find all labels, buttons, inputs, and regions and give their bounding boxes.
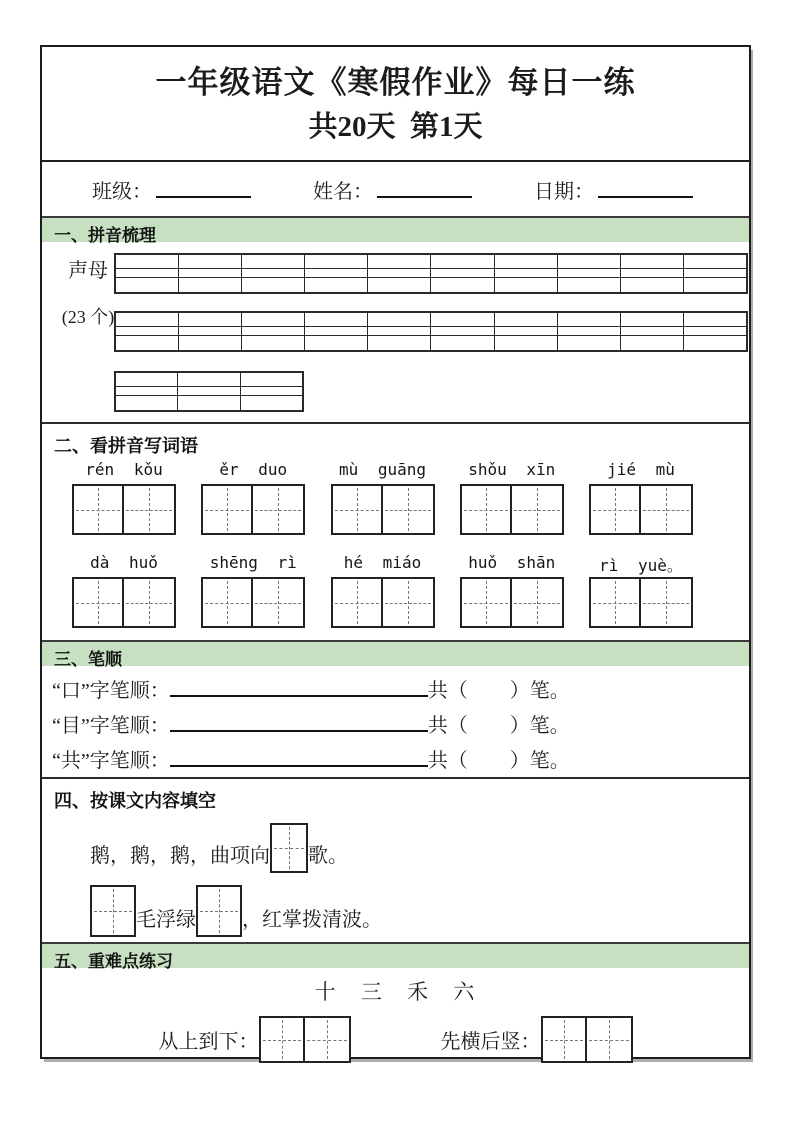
tianzige-pair [460, 484, 564, 535]
word-group [201, 553, 305, 628]
pinyin-grid-cell [368, 269, 431, 278]
tianzige-box [587, 1016, 633, 1063]
kewen-line2-after: ，红掌拨清波。 [242, 909, 382, 931]
stroke-order-blank-line [170, 726, 428, 732]
pinyin-grid-cell [621, 312, 684, 327]
pinyin-grid-cell [240, 396, 303, 412]
pinyin-grid-cell [240, 387, 303, 396]
tianzige-box [253, 577, 305, 628]
section-heading-kewen [42, 777, 749, 813]
pinyin-grid-cell [178, 387, 241, 396]
pinyin-label: hé miáo [343, 553, 422, 572]
student-field-label: 日期： [534, 180, 594, 203]
pinyin-grid-cell [368, 254, 431, 269]
pinyin-grid-cell [241, 254, 304, 269]
pinyin-grid-cell [115, 372, 178, 387]
pinyin-grid-cell [684, 269, 747, 278]
pinyin-grid-cell [240, 372, 303, 387]
student-info-row [42, 162, 749, 216]
pinyin-grid-cell [431, 269, 494, 278]
pinyin-grid-cell [557, 327, 620, 336]
fill-in-blank-line [156, 178, 251, 198]
section-heading-bishun [42, 640, 749, 669]
stroke-task [159, 1016, 351, 1063]
bishun-tail-left: 共（ [427, 680, 468, 702]
tianzige-box [460, 484, 512, 535]
pinyin-grid-cell [368, 327, 431, 336]
shengmu-label [52, 250, 124, 329]
student-field [534, 175, 693, 204]
page-subtitle: 共20天 第1天 [308, 111, 483, 143]
pinyin-grid-cell [684, 254, 747, 269]
pinyin-grid-cell [241, 312, 304, 327]
stroke-task-label: 从上到下： [158, 1031, 259, 1053]
pinyin-grid-cell [494, 269, 557, 278]
pinyin-grids [114, 253, 741, 412]
pinyin-label: dà huǒ [90, 553, 158, 572]
tianzige-box [383, 577, 435, 628]
pinyin-grid-cell [557, 269, 620, 278]
pinyin-grid-cell [431, 278, 494, 294]
pinyin-grid-cell [494, 336, 557, 352]
pinyin-grid-cell [178, 336, 241, 352]
pinyin-writing-grid [114, 371, 304, 412]
tianzige-box [383, 484, 435, 535]
tianzige-pair [201, 577, 305, 628]
pinyin-grid-cell [305, 269, 368, 278]
answer-box [196, 885, 242, 937]
stroke-task [441, 1016, 633, 1063]
word-group [72, 553, 176, 628]
pinyin-grid-cell [494, 312, 557, 327]
section-heading-kewen-label: 四、按课文内容填空 [54, 791, 216, 811]
pinyin-grid-cell [557, 336, 620, 352]
pinyin-grid-cell [557, 254, 620, 269]
pinyin-grid-cell [115, 396, 178, 412]
page-title: 一年级语文《寒假作业》每日一练 [155, 65, 636, 100]
bishun-row [42, 703, 749, 738]
tianzige-box [253, 484, 305, 535]
pinyin-grid-cell [115, 336, 178, 352]
tianzige-box [641, 577, 693, 628]
zhongnandian-section-body [42, 968, 749, 1069]
pinyin-grid-cell [178, 327, 241, 336]
pinyin-grid-cell [621, 336, 684, 352]
pinyin-label: mù guāng [338, 460, 427, 479]
section-heading-words-label: 二、看拼音写词语 [54, 436, 198, 456]
section-heading-zhongnandian [42, 942, 749, 971]
tianzige-pair [589, 484, 693, 535]
pinyin-grid-cell [684, 327, 747, 336]
word-row [42, 553, 749, 628]
word-group [331, 460, 435, 535]
fill-in-blank-line [377, 178, 472, 198]
answer-box [90, 885, 136, 937]
pinyin-label: jié mù [607, 460, 675, 479]
pinyin-grid-cell [684, 312, 747, 327]
practice-characters: 十 三 禾 六 [314, 980, 477, 1004]
pinyin-grid-cell [178, 372, 241, 387]
tianzige-box [124, 484, 176, 535]
word-group [460, 460, 564, 535]
pinyin-grid-cell [557, 278, 620, 294]
pinyin-grid-cell [115, 278, 178, 294]
tianzige-pair [331, 484, 435, 535]
tianzige-pair [460, 577, 564, 628]
pinyin-grid-cell [178, 312, 241, 327]
tianzige-box [589, 577, 641, 628]
pinyin-label: shǒu xīn [468, 460, 556, 479]
bishun-tail-right: ）笔。 [509, 750, 570, 772]
tianzige-box [72, 577, 124, 628]
tianzige-pair [331, 577, 435, 628]
pinyin-grid-cell [494, 254, 557, 269]
tianzige-pair [72, 577, 176, 628]
pinyin-label: shēng rì [209, 553, 297, 572]
worksheet-page [40, 45, 751, 1059]
bishun-prefix: “目”字笔顺： [52, 715, 170, 737]
student-field-label: 姓名： [313, 180, 373, 203]
section-heading-pinyin [42, 216, 749, 245]
tianzige-box [305, 1016, 351, 1063]
tianzige-pair [201, 484, 305, 535]
pinyin-grid-cell [368, 336, 431, 352]
bishun-prefix: “共”字笔顺： [52, 750, 170, 772]
pinyin-grid-cell [305, 312, 368, 327]
kewen-line-2 [90, 885, 749, 937]
kewen-line2-middle: 毛浮绿 [136, 909, 196, 931]
bishun-section-body [42, 666, 749, 777]
kewen-line1-after: 歌。 [308, 845, 348, 867]
kewen-section-body [42, 813, 749, 942]
pinyin-grid-cell [621, 278, 684, 294]
stroke-task-label: 先横后竖： [440, 1031, 541, 1053]
word-group [589, 460, 693, 535]
pinyin-grid-cell [115, 254, 178, 269]
pinyin-grid-cell [431, 336, 494, 352]
pinyin-grid-cell [621, 269, 684, 278]
pinyin-grid-cell [621, 254, 684, 269]
shengmu-label-top: 声母 [68, 260, 108, 282]
tianzige-box [641, 484, 693, 535]
pinyin-grid-cell [305, 254, 368, 269]
pinyin-writing-grid [114, 253, 748, 294]
word-row [42, 460, 749, 535]
pinyin-grid-cell [178, 254, 241, 269]
bishun-prefix: “口”字笔顺： [52, 680, 170, 702]
tianzige-box [460, 577, 512, 628]
word-group [589, 553, 693, 628]
stroke-order-blank-line [170, 761, 428, 767]
title-block [42, 57, 749, 162]
pinyin-grid-cell [305, 278, 368, 294]
student-field-label: 班级： [92, 180, 152, 203]
tianzige-pair [72, 484, 176, 535]
pinyin-grid-cell [557, 312, 620, 327]
tianzige-box [201, 577, 253, 628]
section-heading-pinyin-label: 一、拼音梳理 [54, 226, 156, 245]
words-section-body [42, 458, 749, 640]
word-group [201, 460, 305, 535]
tianzige-box [331, 484, 383, 535]
student-field [92, 175, 251, 204]
section-heading-bishun-label: 三、笔顺 [54, 650, 122, 669]
pinyin-grid-cell [368, 312, 431, 327]
bishun-row [42, 738, 749, 773]
pinyin-grid-cell [431, 254, 494, 269]
pinyin-grid-cell [241, 336, 304, 352]
kewen-line-1 [90, 823, 749, 873]
pinyin-label: huǒ shān [468, 553, 556, 572]
pinyin-grid-cell [115, 387, 178, 396]
tianzige-box [72, 484, 124, 535]
kewen-line1-before: 鹅，鹅，鹅，曲项向 [90, 845, 270, 867]
tianzige-box [541, 1016, 587, 1063]
tianzige-box [124, 577, 176, 628]
tianzige-pair [541, 1016, 633, 1063]
stroke-order-blank-line [170, 691, 428, 697]
fill-in-blank-line [598, 178, 693, 198]
pinyin-grid-cell [115, 312, 178, 327]
pinyin-grid-cell [494, 327, 557, 336]
bishun-row [42, 668, 749, 703]
bishun-tail-left: 共（ [427, 750, 468, 772]
pinyin-grid-cell [178, 269, 241, 278]
pinyin-grid-cell [241, 278, 304, 294]
pinyin-grid-cell [305, 336, 368, 352]
bishun-tail-left: 共（ [427, 715, 468, 737]
tianzige-pair [589, 577, 693, 628]
pinyin-grid-cell [494, 278, 557, 294]
pinyin-grid-cell [305, 327, 368, 336]
tianzige-box [201, 484, 253, 535]
word-group [72, 460, 176, 535]
pinyin-grid-cell [115, 269, 178, 278]
pinyin-grid-cell [684, 336, 747, 352]
tianzige-box [589, 484, 641, 535]
pinyin-label: rén kǒu [85, 460, 163, 479]
pinyin-label: ěr duo [219, 460, 288, 479]
pinyin-label: rì yuè。 [599, 556, 683, 575]
word-group [460, 553, 564, 628]
pinyin-grid-cell [431, 327, 494, 336]
student-field [313, 175, 472, 204]
answer-box [270, 823, 308, 873]
pinyin-grid-cell [178, 278, 241, 294]
bishun-tail-right: ）笔。 [509, 680, 570, 702]
pinyin-grid-cell [241, 269, 304, 278]
pinyin-section-body [42, 242, 749, 422]
pinyin-grid-cell [368, 278, 431, 294]
tianzige-box [331, 577, 383, 628]
pinyin-grid-cell [621, 327, 684, 336]
tasks-row [42, 1016, 749, 1063]
word-group [331, 553, 435, 628]
tianzige-box [512, 484, 564, 535]
pinyin-grid-cell [178, 396, 241, 412]
pinyin-grid-cell [115, 327, 178, 336]
tianzige-box [259, 1016, 305, 1063]
shengmu-label-count: (23 个) [61, 307, 115, 327]
pinyin-writing-grid [114, 311, 748, 352]
section-heading-words [42, 422, 749, 458]
tianzige-box [512, 577, 564, 628]
pinyin-grid-cell [684, 278, 747, 294]
tianzige-pair [259, 1016, 351, 1063]
pinyin-grid-cell [431, 312, 494, 327]
pinyin-grid-cell [241, 327, 304, 336]
bishun-tail-right: ）笔。 [509, 715, 570, 737]
section-heading-zhongnandian-label: 五、重难点练习 [54, 952, 173, 971]
